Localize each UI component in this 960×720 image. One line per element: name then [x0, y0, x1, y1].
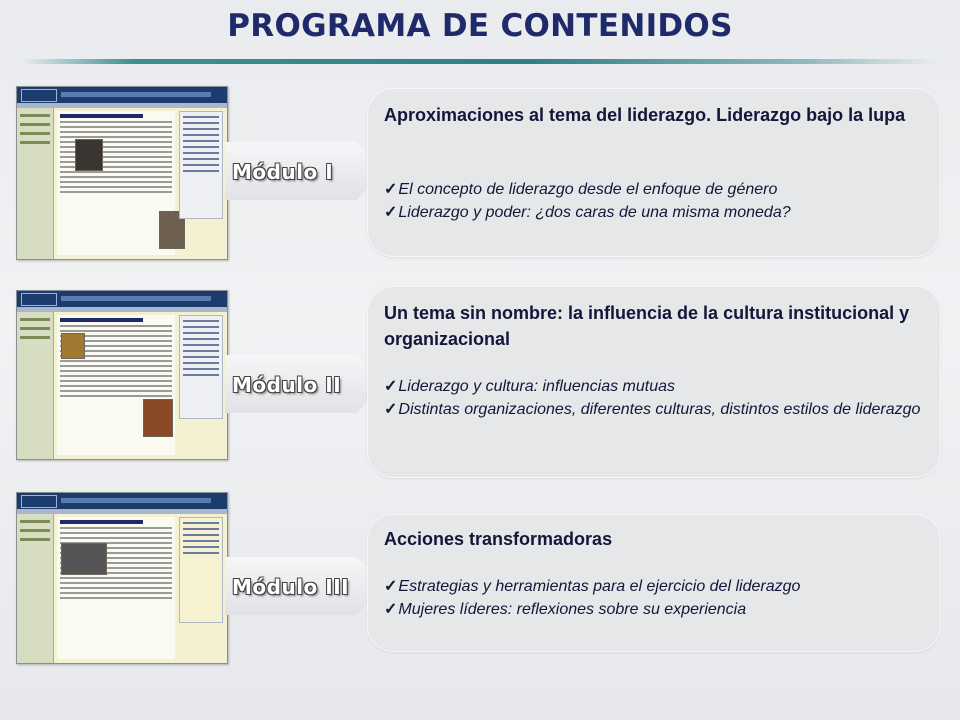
module-2-box [367, 286, 941, 478]
page-title: PROGRAMA DE CONTENIDOS [227, 8, 733, 44]
module-2-heading: Un tema sin nombre: la influencia de la cultura institucional y organizacional [384, 303, 910, 349]
title-divider [22, 59, 940, 64]
module-2-item-1: ✓Liderazgo y cultura: influencias mutuas [384, 378, 675, 395]
module-3-list [384, 575, 929, 621]
module-1-heading: Aproximaciones al tema del liderazgo. Liderazgo bajo la lupa [384, 105, 906, 125]
check-icon: ✓ [384, 401, 398, 418]
module-3-heading: Acciones transformadoras [384, 529, 613, 549]
module-2-screenshot [16, 290, 228, 460]
module-1-list [384, 178, 929, 224]
check-icon: ✓ [384, 378, 398, 395]
module-3-screenshot [16, 492, 228, 664]
module-1-item-2: ✓Liderazgo y poder: ¿dos caras de una misma moneda? [384, 204, 791, 221]
module-3-item-1: ✓Estrategias y herramientas para el ejercicio del liderazgo [384, 578, 801, 595]
module-2-list [384, 375, 929, 421]
module-1-item-1: ✓El concepto de liderazgo desde el enfoque de género [384, 181, 778, 198]
module-3-box [367, 514, 941, 652]
module-3-item-2: ✓Mujeres líderes: reflexiones sobre su experiencia [384, 601, 747, 618]
module-2-label: Módulo II [232, 373, 342, 397]
check-icon: ✓ [384, 601, 398, 618]
module-3-label: Módulo III [232, 575, 350, 599]
check-icon: ✓ [384, 181, 398, 198]
module-1-box [367, 88, 941, 257]
check-icon: ✓ [384, 204, 398, 221]
module-2-item-2: ✓Distintas organizaciones, diferentes culturas, distintos estilos de liderazgo [384, 401, 921, 418]
check-icon: ✓ [384, 578, 398, 595]
module-1-label: Módulo I [232, 160, 334, 184]
module-1-screenshot [16, 86, 228, 260]
